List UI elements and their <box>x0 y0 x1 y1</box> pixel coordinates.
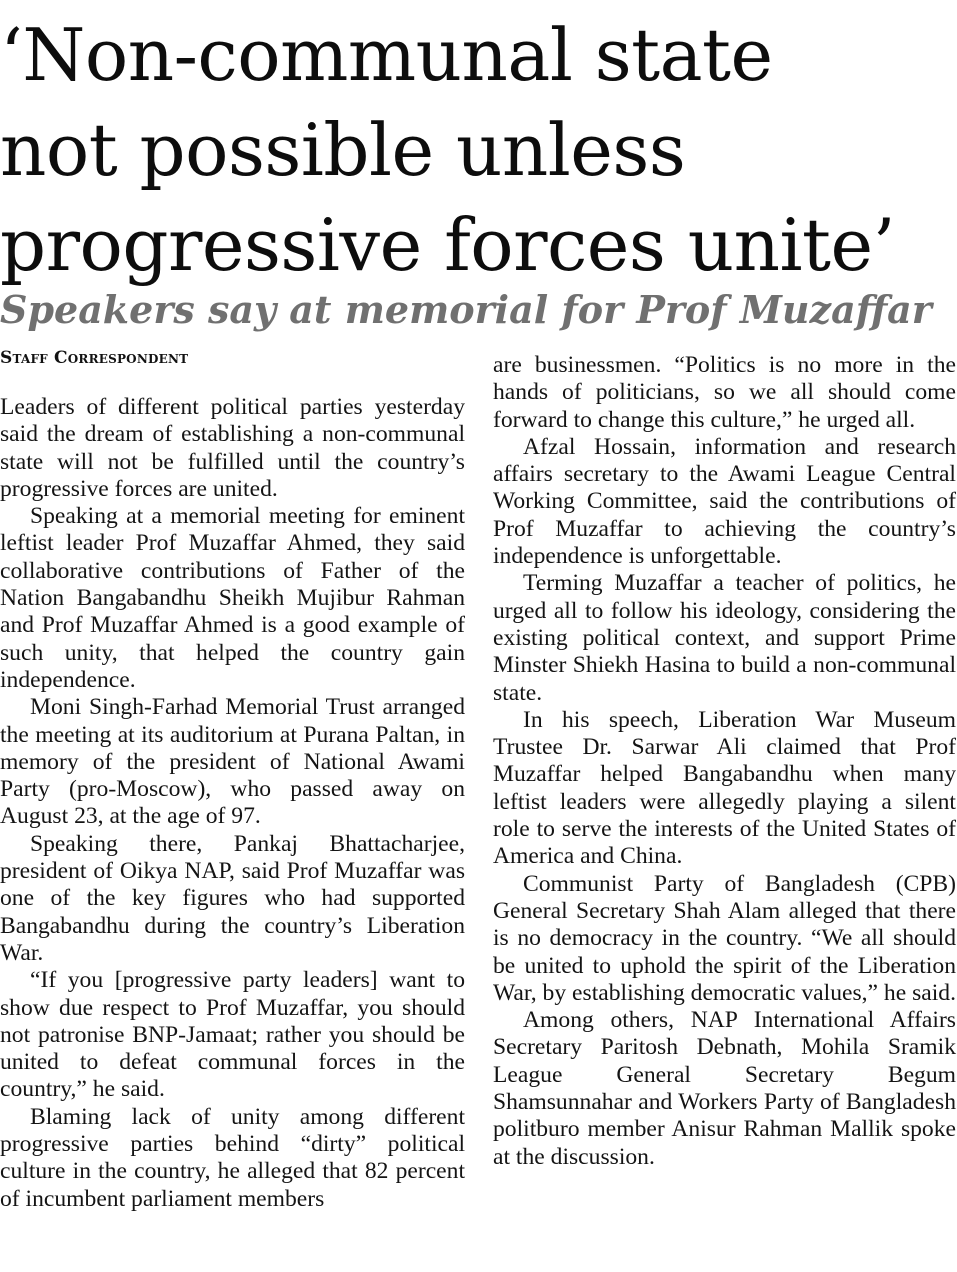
byline: Staff Correspondent <box>0 348 189 368</box>
paragraph: Speaking at a memorial meeting for eminent leftist leader Prof Muzaffar Ahmed, they said collaborative contributions of Father of the Nation Bangabandhu Sheikh Mujibur Rahman and Prof Muzaffar Ahmed is a good example of such unity, that helped the country gain independence. <box>0 503 465 693</box>
subheadline: Speakers say at memorial for Prof Muzaffar <box>0 287 932 332</box>
paragraph: Terming Muzaffar a teacher of politics, he urged all to follow his ideology, considering the existing political context, and support Prime Minster Shiekh Hasina to build a non-communal state. <box>493 570 956 706</box>
headline-line: ‘Non-communal state <box>0 13 773 97</box>
paragraph: Moni Singh-Farhad Memorial Trust arranged the meeting at its auditorium at Purana Paltan, in memory of the president of National Awami Party (pro-Moscow), who passed away on August 23, at the age of 97. <box>0 694 465 830</box>
headline-line: progressive forces unite’ <box>0 203 895 287</box>
body-column-left <box>0 394 465 1213</box>
paragraph: Leaders of different political parties yesterday said the dream of establishing a non-communal state will not be fulfilled until the country’s progressive forces are united. <box>0 394 465 502</box>
headline <box>0 8 957 293</box>
paragraph-continued: are businessmen. “Politics is no more in the hands of politicians, so we all should come forward to change this culture,” he urged all. <box>493 352 956 433</box>
paragraph: Speaking there, Pankaj Bhattacharjee, president of Oikya NAP, said Prof Muzaffar was one of the key figures who had supported Bangabandhu during the country’s Liberation War. <box>0 830 465 966</box>
paragraph: “If you [progressive party leaders] want to show due respect to Prof Muzaffar, you should not patronise BNP-Jamaat; rather you should be united to defeat communal forces in the country,” he said. <box>0 967 465 1103</box>
paragraph: Blaming lack of unity among different progressive parties behind “dirty” political culture in the country, he alleged that 82 percent of incumbent parliament members <box>0 1103 465 1212</box>
headline-line: not possible unless <box>0 108 686 192</box>
paragraph: Communist Party of Bangladesh (CPB) General Secretary Shah Alam alleged that there is no democracy in the country. “We all should be united to uphold the spirit of the Liberation War, by establishing democratic values,” he said. <box>493 870 956 1006</box>
paragraph: In his speech, Liberation War Museum Trustee Dr. Sarwar Ali claimed that Prof Muzaffar helped Bangabandhu when many leftist leaders were allegedly playing a silent role to serve the interests of the United States of America and China. <box>493 706 956 870</box>
body-column-right <box>493 352 956 1171</box>
paragraph: Afzal Hossain, information and research affairs secretary to the Awami League Central Working Committee, said the contributions of Prof Muzaffar to achieving the country’s independence is unforgettable. <box>493 433 956 570</box>
paragraph: Among others, NAP International Affairs Secretary Paritosh Debnath, Mohila Sramik League General Secretary Begum Shamsunnahar and Workers Party of Bangladesh politburo member Anisur Rahman Mallik spoke at the discussion. <box>493 1007 956 1170</box>
